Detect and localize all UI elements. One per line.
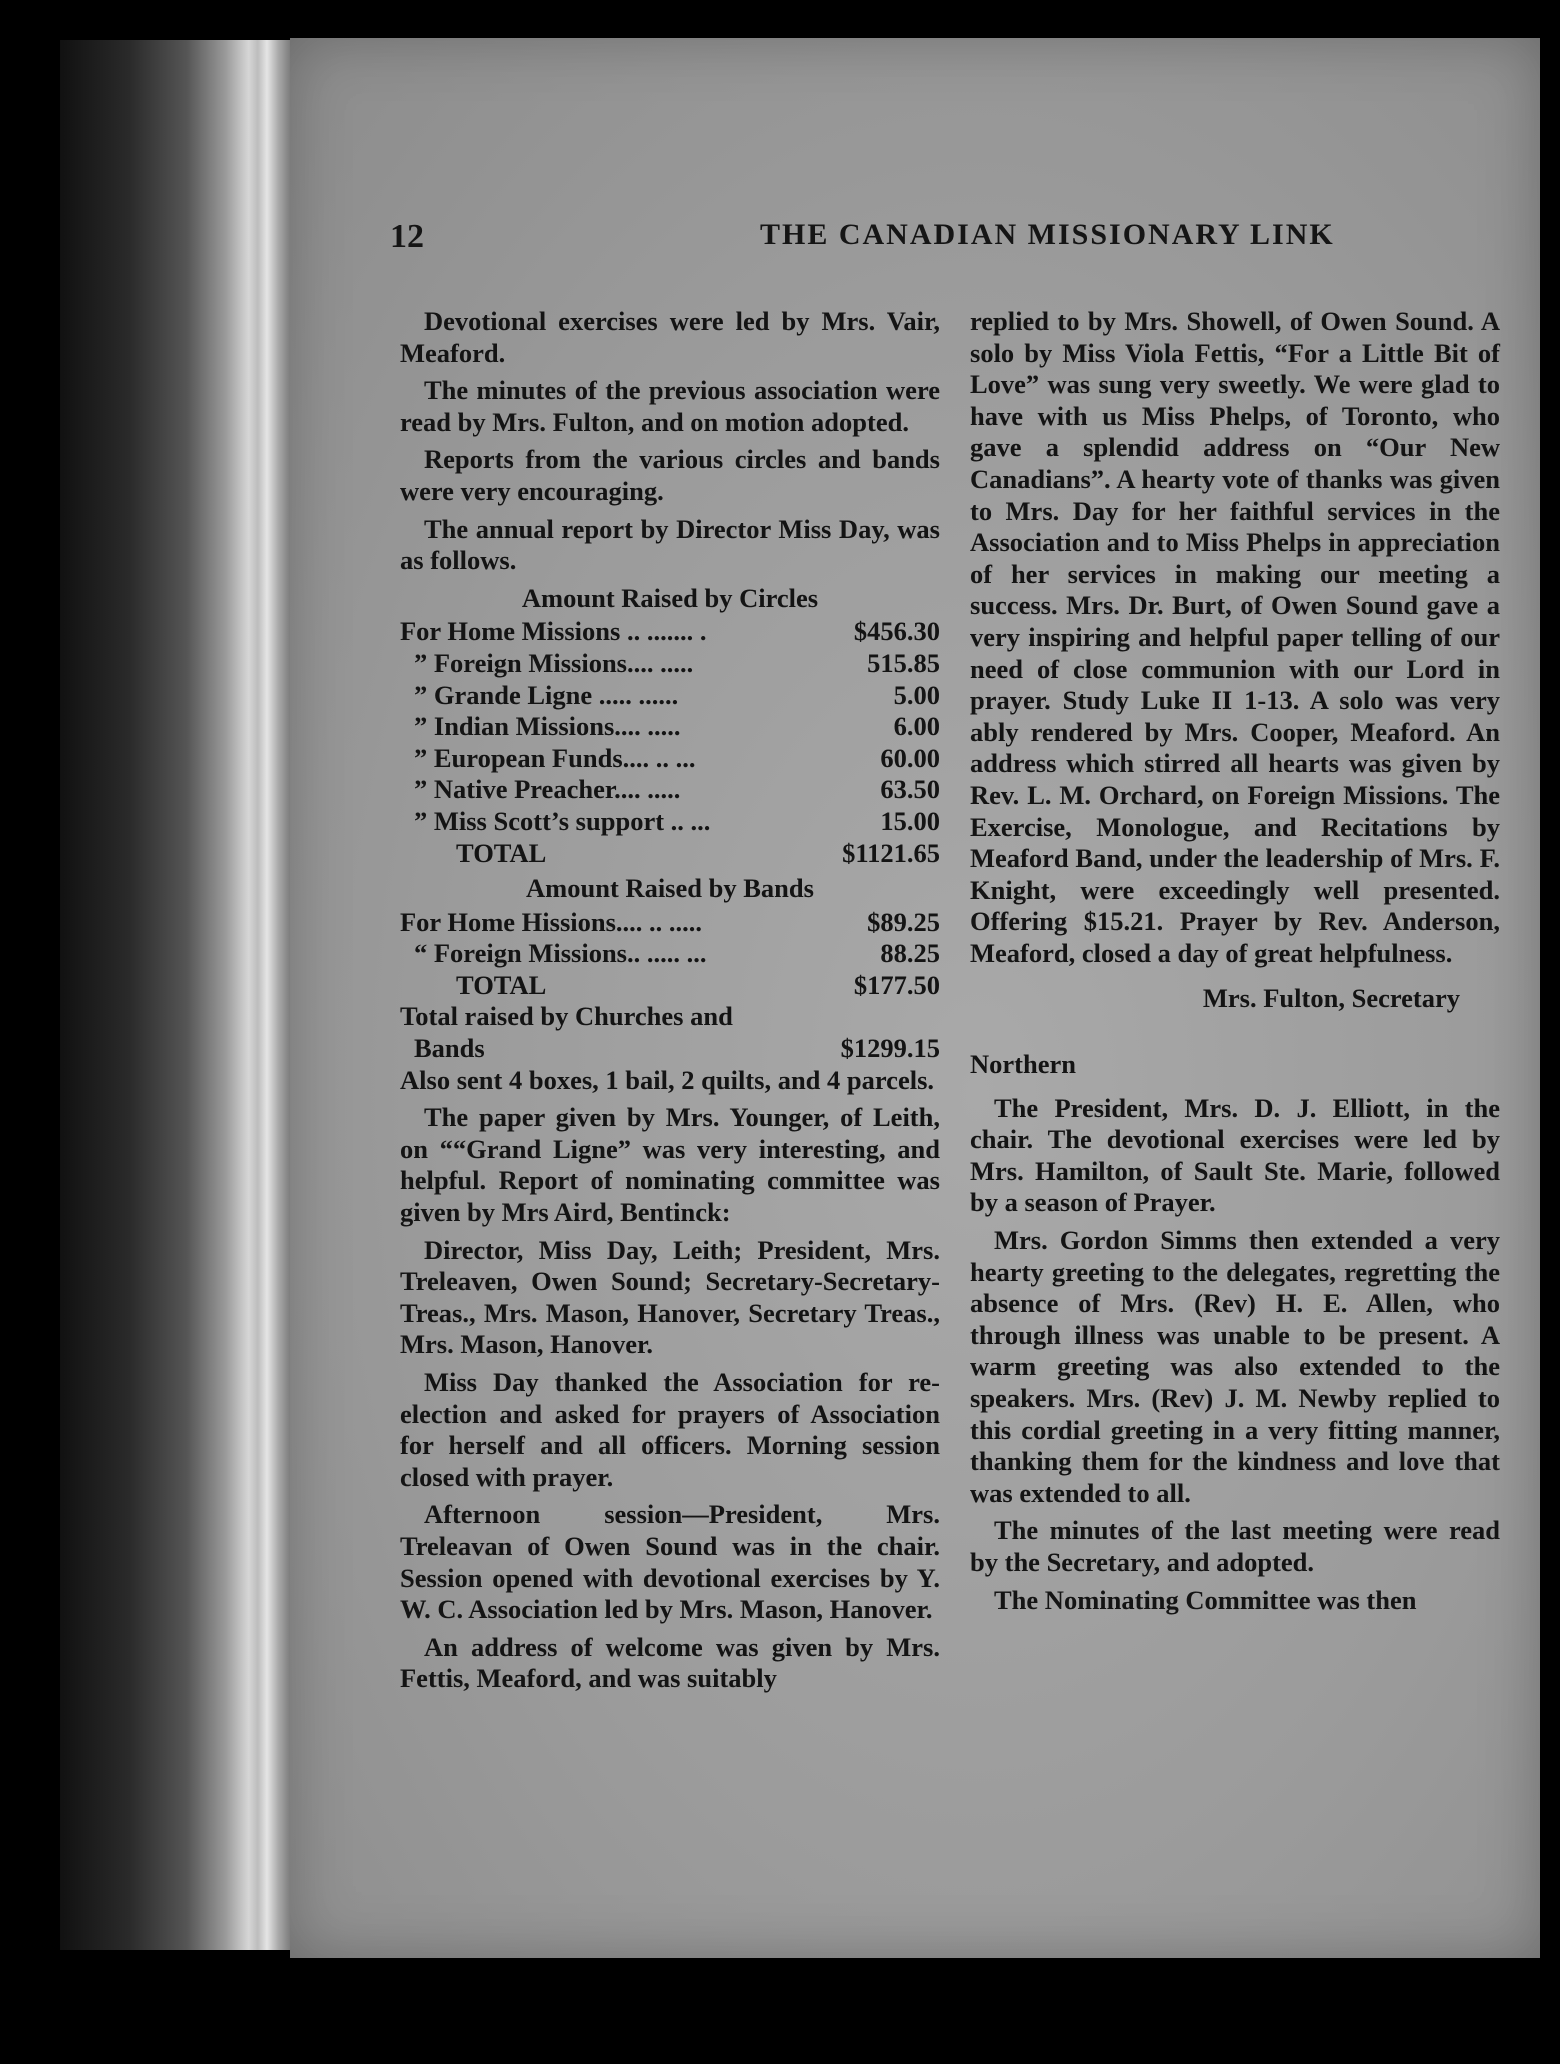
ledger-value: 6.00 xyxy=(893,711,940,742)
ledger-value: 88.25 xyxy=(880,938,940,969)
ledger-total-label: TOTAL xyxy=(456,837,547,868)
ledger-grand-total: $1299.15 xyxy=(840,1033,940,1064)
ledger-row xyxy=(400,616,940,648)
paragraph: Director, Miss Day, Leith; President, Mrs. Treleaven, Owen Sound; Secretary-Secretary-Treas., Mrs. Mason, Hanover, Secretary Treas., Mrs. Mason, Hanover. xyxy=(400,1234,940,1360)
left-column xyxy=(400,306,940,1701)
paragraph: An address of welcome was given by Mrs. Fettis, Meaford, and was suitably xyxy=(400,1631,940,1694)
paragraph: replied to by Mrs. Showell, of Owen Sound. A solo by Miss Viola Fettis, “For a Little Bit of Love” was sung very sweetly. We were glad to have with us Miss Phelps, of Toronto, who gave a splendid address on “Our New Canadians”. A hearty vote of thanks was given to Mrs. Day for her faithful services in the Association and to Miss Phelps in appreciation of her services in making our meeting a success. Mrs. Dr. Burt, of Owen Sound gave a very inspiring and helpful paper telling of our need of close communion with our Lord in prayer. Study Luke II 1-13. A solo was very ably rendered by Mrs. Cooper, Meaford. An address which stirred all hearts was given by Rev. L. M. Orchard, on Foreign Missions. The Exercise, Monologue, and Recitations by Meaford Band, under the leadership of Mrs. F. Knight, were exceedingly well presented. Offering $15.21. Prayer by Rev. Anderson, Meaford, closed a day of great helpfulness. xyxy=(970,306,1500,968)
bands-ledger xyxy=(400,907,940,1065)
ledger-value: 15.00 xyxy=(880,805,940,836)
paragraph: The minutes of the previous association were read by Mrs. Fulton, and on motion adopted. xyxy=(400,375,940,437)
ledger-value: 60.00 xyxy=(880,742,940,773)
circles-ledger xyxy=(400,616,940,869)
ledger-value: 5.00 xyxy=(893,679,940,710)
ledger-row xyxy=(400,1033,940,1065)
ledger-label: ” European Funds.... .. ... xyxy=(414,742,696,773)
paragraph: The President, Mrs. D. J. Elliott, in the chair. The devotional exercises were led by Mrs. Hamilton, of Sault Ste. Marie, followed by a season of Prayer. xyxy=(970,1092,1500,1218)
ledger-total-label: TOTAL xyxy=(456,969,547,1000)
running-head: THE CANADIAN MISSIONARY LINK xyxy=(760,218,1335,251)
paragraph: Also sent 4 boxes, 1 bail, 2 quilts, and 4 parcels. xyxy=(400,1064,935,1095)
ledger-label: For Home Missions .. ....... . xyxy=(400,616,707,647)
signature: Mrs. Fulton, Secretary xyxy=(1202,983,1460,1014)
book-page xyxy=(290,38,1540,1958)
ledger-row xyxy=(400,907,940,939)
right-column xyxy=(970,306,1500,1622)
paragraph: Mrs. Gordon Simms then extended a very hearty greeting to the delegates, regretting the absence of Mrs. (Rev) H. E. Allen, who through illness was unable to be present. A warm greeting was also extended to the speakers. Mrs. (Rev) J. M. Newby replied to this cordial greeting in a very fitting manner, thanking them for the kindness and love that was extended to all. xyxy=(970,1225,1500,1508)
ledger-value: $456.30 xyxy=(853,616,940,647)
ledger-row xyxy=(400,743,940,775)
ledger-row xyxy=(400,680,940,712)
page-number: 12 xyxy=(390,218,424,255)
paragraph: The Nominating Committee was then xyxy=(994,1584,1417,1615)
ledger-row xyxy=(400,711,940,743)
ledger-value: 63.50 xyxy=(880,774,940,805)
paragraph: The annual report by Director Miss Day, was as follows. xyxy=(400,513,940,576)
ledger-label: ” Native Preacher.... ..... xyxy=(414,774,681,805)
ledger-label: ” Grande Ligne ..... ...... xyxy=(414,679,679,710)
paragraph: The paper given by Mrs. Younger, of Leith, on ““Grand Ligne” was very interesting, and helpful. Report of nominating committee was given by Mrs Aird, Bentinck: xyxy=(400,1102,940,1228)
ledger-row xyxy=(400,648,940,680)
ledger-row xyxy=(400,806,940,838)
ledger-label: ” Indian Missions.... ..... xyxy=(414,711,681,742)
ledger-row xyxy=(400,774,940,806)
paragraph: Devotional exercises were led by Mrs. Vair, Meaford. xyxy=(400,306,940,368)
ledger-label: Bands xyxy=(414,1033,485,1064)
ledger-total-row xyxy=(400,970,940,1002)
ledger-value: $89.25 xyxy=(867,906,940,937)
paragraph: The minutes of the last meeting were read by the Secretary, and adopted. xyxy=(970,1515,1500,1577)
paragraph: Reports from the various circles and bands were very encouraging. xyxy=(400,444,940,506)
ledger-label: For Home Hissions.... .. ..... xyxy=(400,906,703,937)
ledger-label: ” Miss Scott’s support .. ... xyxy=(414,805,711,836)
paragraph: Afternoon session—President, Mrs. Treleavan of Owen Sound was in the chair. Session opened with devotional exercises by Y. W. C. Association led by Mrs. Mason, Hanover. xyxy=(400,1499,940,1625)
ledger-label: Total raised by Churches and xyxy=(400,1001,733,1032)
ledger-value: 515.85 xyxy=(867,647,940,678)
paragraph: Miss Day thanked the Association for re-election and asked for prayers of Association for herself and all officers. Morning session closed with prayer. xyxy=(400,1367,940,1492)
ledger-total-value: $177.50 xyxy=(853,969,940,1000)
circles-heading: Amount Raised by Circles xyxy=(521,582,819,613)
ledger-total-value: $1121.65 xyxy=(842,837,940,868)
ledger-label: ” Foreign Missions.... ..... xyxy=(414,647,694,678)
book-page-edges xyxy=(60,40,290,1950)
ledger-total-row xyxy=(400,838,940,870)
ledger-row xyxy=(400,1001,940,1033)
ledger-label: “ Foreign Missions.. ..... ... xyxy=(414,938,707,969)
ledger-row xyxy=(400,938,940,970)
bands-heading: Amount Raised by Bands xyxy=(526,873,814,904)
section-heading: Northern xyxy=(970,1049,1076,1080)
page-header xyxy=(390,218,1500,278)
